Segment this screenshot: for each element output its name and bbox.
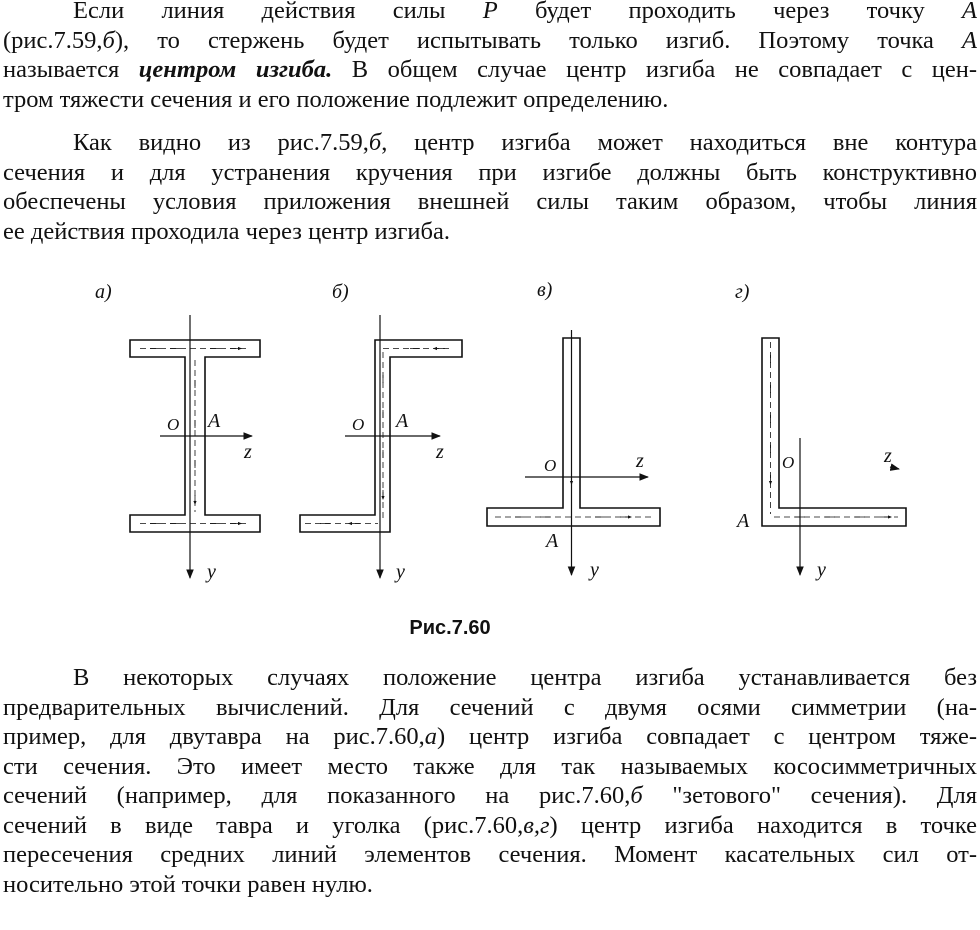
figure-ref: б: [630, 782, 643, 809]
figure-ref: в,г: [523, 811, 550, 839]
panel-label: б): [332, 281, 349, 303]
variable-p: P: [482, 0, 498, 24]
text-fragment: ) центр изгиба находится в точке: [549, 811, 977, 839]
z-axis-label: z: [884, 445, 892, 467]
panel-v-t-section: [487, 279, 660, 581]
panel-g-angle-section: [735, 281, 906, 581]
text-line: [3, 0, 977, 26]
centroid-label: O: [544, 456, 557, 475]
variable-a: A: [962, 26, 977, 54]
text-line: сечения и для устранения кручения при изгибе должны быть конструктивно: [3, 158, 977, 186]
text-fragment: ) центр изгиба совпадает с центром тяже-: [437, 723, 977, 750]
text-line: сти сечения. Это имеет место также для так называемых кососимметричных: [3, 752, 977, 780]
paragraph-shear-center-symmetric: [3, 663, 977, 899]
y-axis-label: y: [817, 559, 826, 581]
text-fragment: (рис.7.59,: [3, 26, 103, 54]
text-fragment: В общем случае центр изгиба не совпадает с цен-: [332, 56, 977, 83]
panel-label: а): [95, 281, 112, 303]
text-line: [3, 55, 977, 85]
text-fragment: Как видно из рис.7.59,: [73, 129, 369, 156]
panel-b-z-section: [300, 281, 462, 583]
y-axis-label: y: [396, 561, 405, 583]
text-fragment: будет проходить через точку: [497, 0, 963, 24]
panel-label: г): [735, 281, 750, 303]
figure-caption: Рис.7.60: [409, 617, 491, 639]
panel-label: в): [537, 279, 553, 301]
z-axis-label: z: [636, 450, 644, 472]
variable-a: A: [962, 0, 977, 24]
z-axis-label: z: [244, 441, 252, 463]
panel-a-i-beam: [95, 281, 260, 583]
text-line: В некоторых случаях положение центра изгиба устанавливается без: [73, 664, 977, 691]
text-line: [3, 128, 977, 158]
paragraph-shear-center-definition: [3, 0, 977, 114]
shear-center-label: A: [737, 510, 750, 532]
text-line: [3, 811, 977, 841]
text-line: [3, 722, 977, 752]
text-fragment: называется: [3, 56, 139, 83]
y-axis-label: y: [207, 561, 216, 583]
y-axis-label: y: [590, 559, 599, 581]
shear-center-label: A: [546, 530, 559, 552]
shear-center-label: A: [396, 410, 409, 432]
text-line: обеспечены условия приложения внешней силы таким образом, чтобы линия: [3, 188, 977, 215]
section-outline: [487, 338, 660, 526]
text-fragment: сечений (например, для показанного на рис.7.60,: [3, 782, 631, 809]
text-line: [3, 781, 977, 811]
text-fragment: ), то стержень будет испытывать только изгиб. Поэтому точка: [114, 26, 963, 54]
figure-ref: б: [102, 26, 115, 54]
text-fragment: , центр изгиба может находиться вне контура: [381, 129, 978, 156]
term-shear-center: центром изгиба.: [138, 56, 333, 83]
centroid-label: O: [782, 453, 795, 472]
text-fragment: Если линия действия силы: [73, 0, 483, 24]
shear-center-label: A: [208, 410, 221, 432]
text-line: пересечения средних линий элементов сечения. Момент касательных сил от-: [3, 841, 977, 868]
centroid-label: O: [352, 415, 365, 434]
text-line: [3, 26, 977, 56]
text-line: ее действия проходила через центр изгиба.: [3, 217, 450, 245]
text-line: носительно этой точки равен нулю.: [3, 870, 373, 898]
figure-7-60-sections: [0, 270, 980, 615]
text-fragment: "зетового" сечения). Для: [642, 782, 977, 809]
z-axis: [890, 467, 899, 469]
paragraph-shear-center-outside: [3, 128, 977, 246]
figure-ref: б: [368, 129, 382, 156]
text-line: тром тяжести сечения и его положение подлежит определению.: [3, 85, 669, 113]
figure-ref: а: [424, 723, 437, 750]
z-axis-label: z: [436, 441, 444, 463]
centroid-label: O: [167, 415, 180, 434]
text-fragment: сечений в виде тавра и уголка (рис.7.60,: [3, 811, 524, 839]
text-line: предварительных вычислений. Для сечений с двумя осями симметрии (на-: [3, 693, 977, 721]
text-fragment: пример, для двутавра на рис.7.60,: [3, 723, 425, 750]
section-outline: [762, 338, 906, 526]
